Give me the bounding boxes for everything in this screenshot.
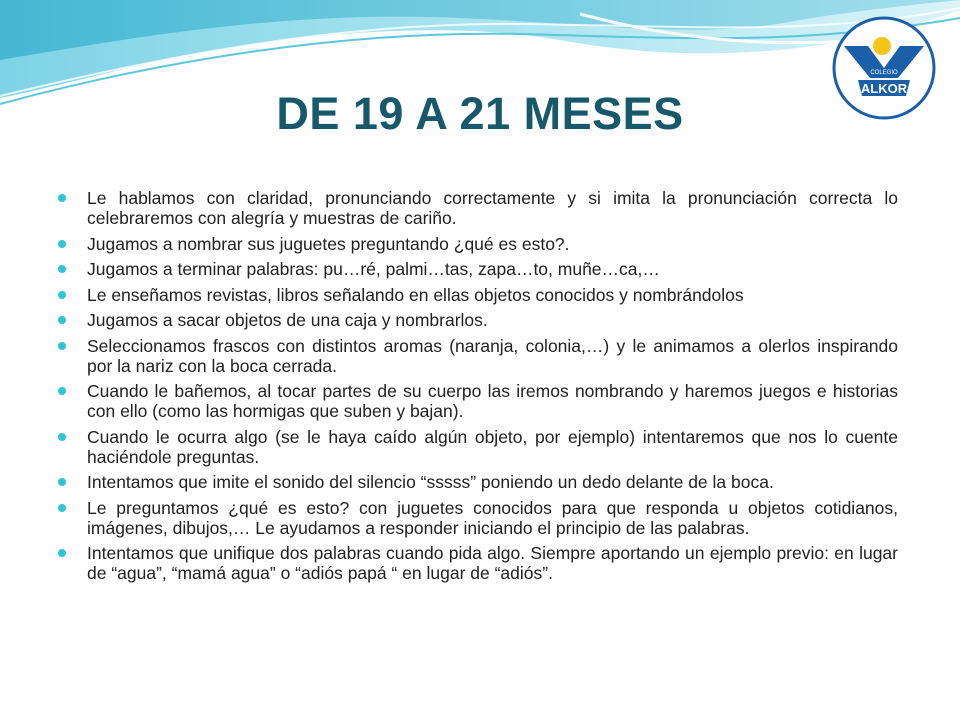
logo-name-text: ALKOR [860, 81, 908, 96]
bullet-icon [58, 549, 66, 557]
list-item [58, 336, 898, 376]
bullet-icon [58, 291, 66, 299]
list-item-text: Jugamos a terminar palabras: pu…ré, palmi…tas, zapa…to, muñe…ca,… [87, 259, 660, 279]
bullet-icon [58, 316, 66, 324]
list-item [58, 472, 898, 492]
logo-top-text: COLEGIO [870, 70, 898, 76]
bullet-icon [58, 194, 66, 202]
list-item-text: Jugamos a sacar objetos de una caja y nombrarlos. [87, 310, 488, 330]
list-item [58, 234, 898, 254]
slide-title: DE 19 A 21 MESES [276, 88, 684, 139]
list-item-text: Seleccionamos frascos con distintos aromas (naranja, colonia,…) y le animamos a olerlos inspirando por la nariz con la boca cerrada. [87, 335, 898, 376]
list-item [58, 498, 898, 538]
bullet-icon [58, 240, 66, 248]
list-item [58, 381, 898, 421]
list-item [58, 188, 898, 228]
bullet-icon [58, 342, 66, 350]
list-item-text: Intentamos que unifique dos palabras cuando pida algo. Siempre aportando un ejemplo previo: en lugar de “agua”, “mamá agua” o “adiós papá “ en lugar de “adiós”. [87, 543, 898, 583]
list-item [58, 310, 898, 330]
bullet-icon [58, 478, 66, 486]
list-item [58, 427, 898, 467]
list-item [58, 543, 898, 583]
list-item-text: Cuando le bañemos, al tocar partes de su cuerpo las iremos nombrando y haremos juegos e historias con ello (como las hormigas que suben y bajan). [87, 381, 898, 421]
bullet-icon [58, 265, 66, 273]
bullet-icon [58, 504, 66, 512]
list-item-text: Le hablamos con claridad, pronunciando correctamente y si imita la pronunciación correcta lo celebraremos con alegría y muestras de cariño. [87, 188, 898, 228]
list-item-text: Le enseñamos revistas, libros señalando en ellas objetos conocidos y nombrándolos [87, 284, 744, 305]
list-item [58, 259, 898, 279]
list-item-text: Le preguntamos ¿qué es esto? con juguetes conocidos para que responda u objetos cotidianos, imágenes, dibujos,… Le ayudamos a responder iniciando el principio de las palabras. [87, 497, 898, 538]
list-item-text: Cuando le ocurra algo (se le haya caído algún objeto, por ejemplo) intentaremos que nos lo cuente haciéndole preguntas. [87, 426, 898, 467]
list-item [58, 285, 898, 305]
bullet-list [58, 188, 898, 589]
bullet-icon [58, 433, 66, 441]
bullet-icon [58, 387, 66, 395]
list-item-text: Intentamos que imite el sonido del silencio “sssss” poniendo un dedo delante de la boca. [87, 472, 774, 492]
list-item-text: Jugamos a nombrar sus juguetes preguntando ¿qué es esto?. [87, 233, 570, 254]
